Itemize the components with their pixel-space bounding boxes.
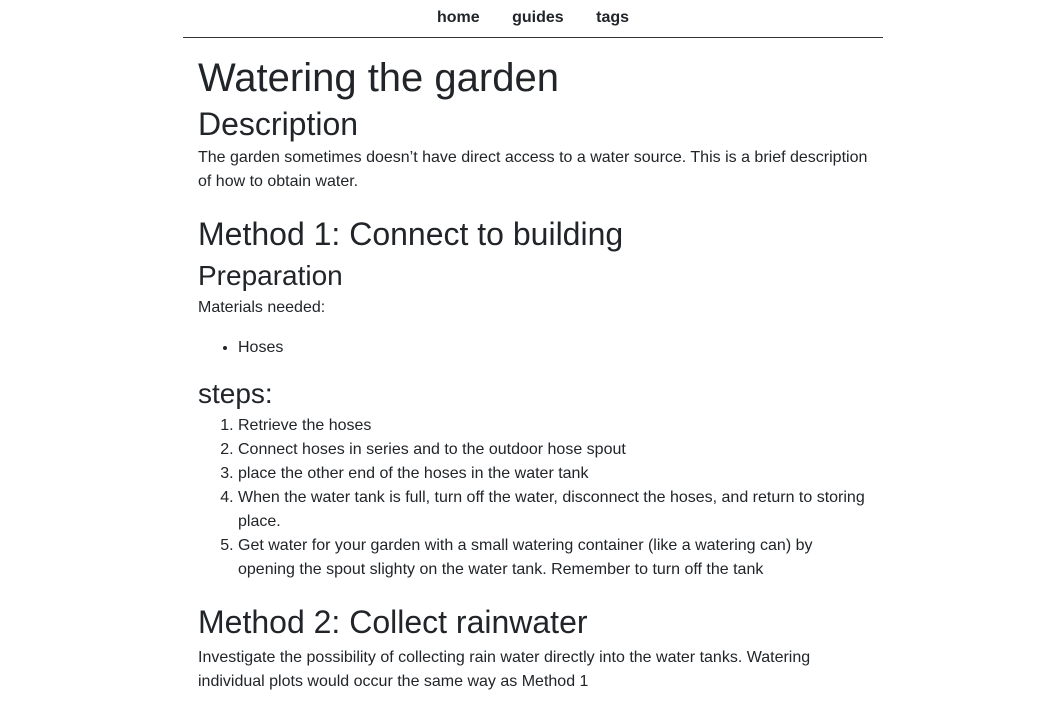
method2-heading: Method 2: Collect rainwater — [198, 604, 588, 640]
preparation-heading: Preparation — [198, 260, 343, 291]
materials-label: Materials needed: — [198, 299, 326, 316]
description-text: The garden sometimes doesn’t have direct access to a water source. This is a brief description of how to obtain water. — [198, 149, 868, 190]
method1-heading: Method 1: Connect to building — [198, 216, 624, 252]
list-item: 2. Connect hoses in series and to the outdoor hose spout — [238, 438, 870, 462]
top-nav — [183, 0, 883, 38]
list-item: 5. Get water for your garden with a small watering container (like a watering can) by opening the spout slighty on the water tank. Remember to turn off the tank — [238, 534, 870, 582]
steps-heading: steps: — [198, 378, 273, 409]
page-title: Watering the garden — [198, 56, 559, 100]
main-content — [198, 52, 870, 694]
list-item: 1. Retrieve the hoses — [238, 414, 870, 438]
materials-list — [198, 336, 870, 360]
list-item: 4. When the water tank is full, turn off the water, disconnect the hoses, and return to storing place. — [238, 486, 870, 534]
nav-guides-link[interactable]: guides — [512, 9, 564, 26]
nav-home-link[interactable]: home — [436, 9, 480, 26]
nav-tags-link[interactable]: tags — [596, 9, 630, 26]
list-item: 3. place the other end of the hoses in the water tank — [238, 462, 870, 486]
description-heading: Description — [198, 106, 359, 142]
method2-text: Investigate the possibility of collecting rain water directly into the water tanks. Watering individual plots would occur the same way as Method 1 — [198, 649, 811, 690]
list-item: • Hoses — [238, 336, 870, 360]
steps-list — [198, 414, 870, 582]
